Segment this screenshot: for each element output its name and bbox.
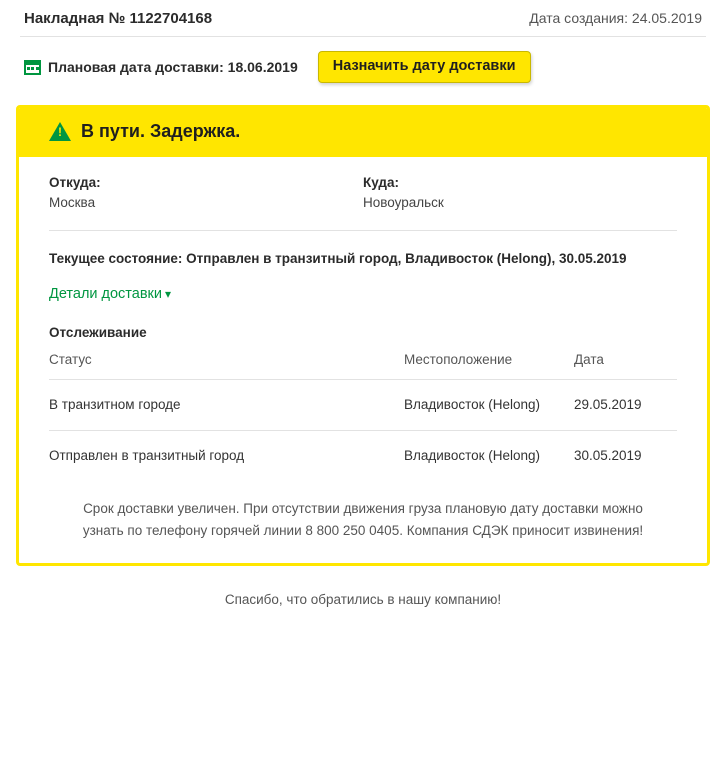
origin-label: Откуда:: [49, 174, 101, 190]
status-card-body: [19, 157, 707, 564]
tracking-section-title: Отслеживание: [49, 325, 147, 341]
row-date: 29.05.2019: [574, 380, 677, 431]
row-location: Владивосток (Helong): [404, 447, 541, 463]
column-header-date: Дата: [574, 352, 677, 380]
table-row: [49, 380, 677, 431]
tracking-table: [49, 352, 677, 480]
row-status: Отправлен в транзитный город: [49, 447, 245, 463]
calendar-icon: [24, 58, 41, 75]
current-state-text: Текущее состояние: Отправлен в транзитный город, Владивосток (Helong), 30.05.2019: [49, 250, 627, 266]
footer-thanks: Спасибо, что обратились в нашу компанию!: [224, 592, 502, 608]
page-title: Накладная № 1122704168: [24, 10, 213, 27]
destination-block: [363, 175, 677, 210]
status-card-header: [19, 108, 707, 157]
origin-destination-row: [49, 157, 677, 210]
delivery-details-label: Детали доставки: [49, 286, 162, 303]
column-header-status: Статус: [49, 352, 404, 380]
row-date: 30.05.2019: [574, 447, 642, 463]
assign-delivery-date-button[interactable]: Назначить дату доставки: [318, 51, 531, 83]
table-header-row: [49, 352, 677, 380]
origin-value: Москва: [49, 194, 96, 210]
page-header: [0, 0, 726, 27]
chevron-down-icon: ▾: [165, 287, 172, 302]
status-card: [16, 105, 710, 567]
delivery-details-toggle[interactable]: [49, 286, 171, 302]
table-row: [49, 430, 677, 480]
column-header-location: Местоположение: [404, 352, 574, 380]
warning-triangle-icon: [49, 122, 71, 141]
row-location: Владивосток (Helong): [404, 380, 574, 431]
planned-date-label: Плановая дата доставки: 18.06.2019: [48, 58, 298, 75]
destination-value: Новоуральск: [363, 194, 444, 210]
planned-date-row: [0, 37, 726, 83]
status-badge: В пути. Задержка.: [81, 120, 241, 141]
origin-block: [49, 175, 363, 210]
creation-date: Дата создания: 24.05.2019: [529, 10, 702, 26]
destination-label: Куда:: [363, 174, 399, 190]
row-status: В транзитном городе: [49, 380, 404, 431]
delay-note: Срок доставки увеличен. При отсутствии движения груза плановую дату доставки можно узнать по телефону горячей линии 8 800 250 0405. Компания СДЭК приносит извинения!: [82, 501, 644, 538]
